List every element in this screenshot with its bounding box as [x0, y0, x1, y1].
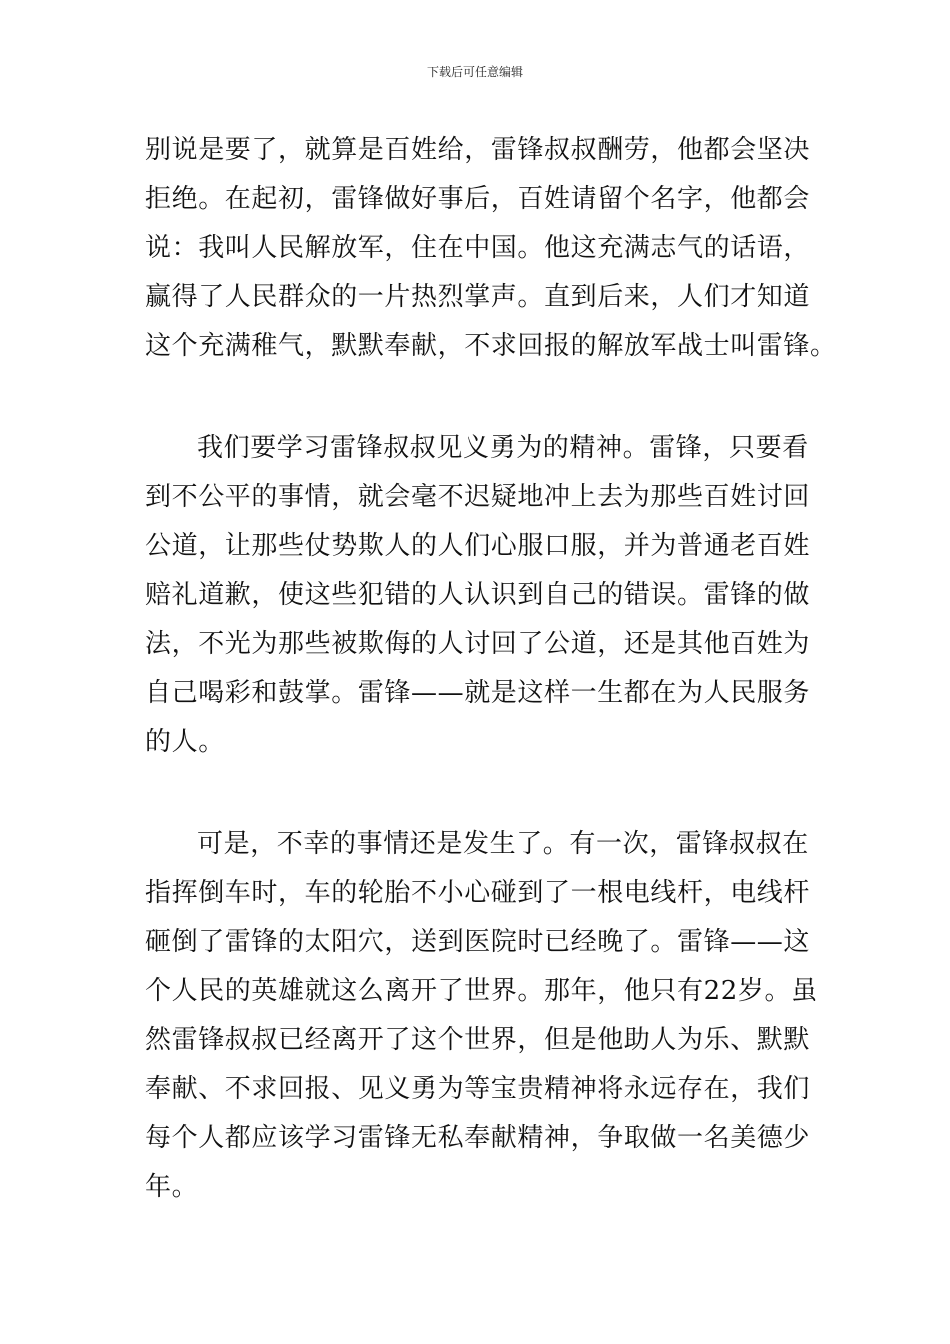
paragraph-3-line-4: 个人民的英雄就这么离开了世界。那年，他只有22岁。虽	[145, 976, 818, 1006]
paragraph-2-line-3: 公道，让那些仗势欺人的人们心服口服，并为普通老百姓	[145, 531, 811, 561]
paragraph-2-line-7: 的人。	[145, 727, 225, 757]
paragraph-2-line-1: 我们要学习雷锋叔叔见义勇为的精神。雷锋，只要看	[197, 433, 809, 463]
paragraph-3-line-8: 年。	[145, 1172, 199, 1202]
paragraph-2-line-5: 法，不光为那些被欺侮的人讨回了公道，还是其他百姓为	[145, 629, 811, 659]
page-header: 下载后可任意编辑	[426, 65, 523, 79]
paragraph-2-line-2: 到不公平的事情，就会毫不迟疑地冲上去为那些百姓讨回	[145, 482, 811, 512]
paragraph-1-line-4: 赢得了人民群众的一片热烈掌声。直到后来，人们才知道	[145, 282, 811, 312]
paragraph-3-line-2: 指挥倒车时，车的轮胎不小心碰到了一根电线杆，电线杆	[145, 878, 811, 908]
paragraph-1-line-1: 别说是要了，就算是百姓给，雷锋叔叔酬劳，他都会坚决	[145, 135, 811, 165]
paragraph-1-line-3: 说：我叫人民解放军，住在中国。他这充满志气的话语，	[145, 233, 811, 263]
paragraph-1-line-2: 拒绝。在起初，雷锋做好事后，百姓请留个名字，他都会	[145, 184, 811, 214]
paragraph-3-line-3: 砸倒了雷锋的太阳穴，送到医院时已经晚了。雷锋——这	[145, 927, 811, 957]
paragraph-2-line-4: 赔礼道歉，使这些犯错的人认识到自己的错误。雷锋的做	[145, 580, 811, 610]
paragraph-1-line-5: 这个充满稚气，默默奉献，不求回报的解放军战士叫雷锋。	[145, 331, 837, 361]
paragraph-3-line-1: 可是，不幸的事情还是发生了。有一次，雷锋叔叔在	[197, 829, 809, 859]
paragraph-3-line-7: 每个人都应该学习雷锋无私奉献精神，争取做一名美德少	[145, 1123, 811, 1153]
paragraph-3-line-6: 奉献、不求回报、见义勇为等宝贵精神将永远存在，我们	[145, 1074, 811, 1104]
paragraph-2-line-6: 自己喝彩和鼓掌。雷锋——就是这样一生都在为人民服务	[145, 678, 811, 708]
paragraph-3-line-5: 然雷锋叔叔已经离开了这个世界，但是他助人为乐、默默	[145, 1025, 811, 1055]
